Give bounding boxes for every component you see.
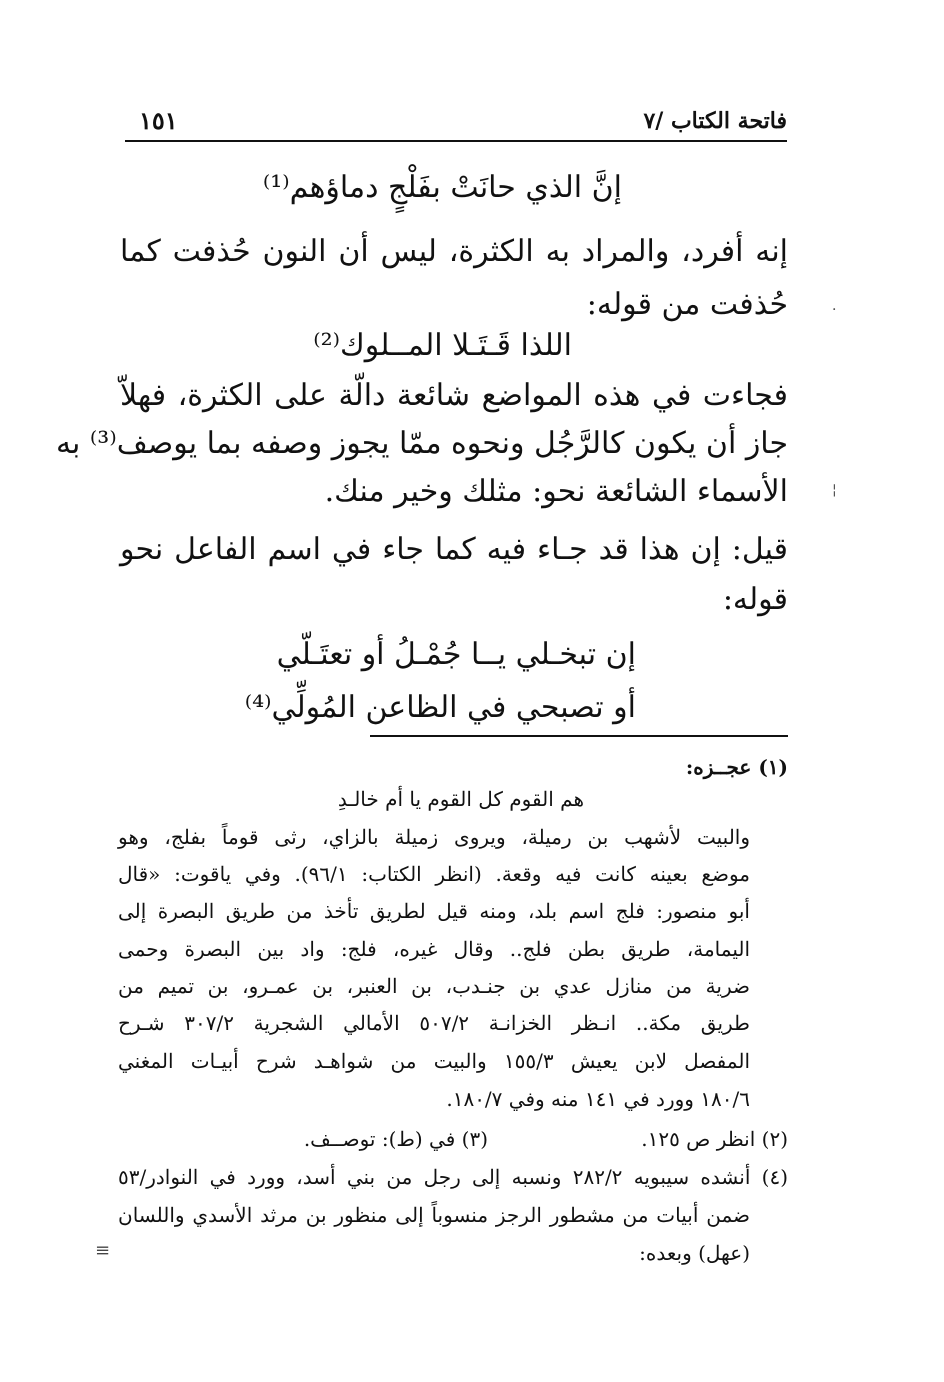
body-line: قيل: إن هذا قد جـاء فيه كما جاء في اسم الفاعل نحو	[120, 532, 788, 567]
verse-line-1: إنَّ الذي حانَتْ بفَلْجٍ دماؤهم⁽¹⁾	[262, 170, 622, 205]
body-line: جاز أن يكون كالرَّجُل ونحوه ممّا يجوز وصفه بما يوصف⁽³⁾ به	[55, 426, 788, 461]
body-line: قوله:	[722, 582, 788, 617]
scan-speck: ¦	[832, 482, 837, 498]
body-line: حُذفت من قوله:	[586, 287, 788, 322]
page-header	[125, 100, 787, 142]
footnote-line: أبو منصور: فلج اسم بلد، ومنه قيل لطريق تأخذ من طريق البصرة إلى	[118, 899, 750, 923]
verse-line-3: إن تبخـلي يــا جُمْـلُ أو تعتَـلّي	[276, 637, 636, 672]
page-number: ١٥١	[139, 106, 178, 135]
footnote-line: المفصل لابن يعيش ١٥٥/٣ والبيت من شواهـد شرح أبيـات المغني	[118, 1049, 751, 1073]
footnote-line: (عهل) وبعده:	[639, 1241, 750, 1265]
footnote-line: ضمن أبيات من مشطور الرجز منسوباً إلى منظور بن مرثد الأسدي واللسان	[118, 1203, 750, 1227]
verse-line-4: أو تصبحي في الظاعن المُولِّي⁽⁴⁾	[244, 690, 636, 725]
footnote-line: والبيت لأشهب بن رميلة، ويروى زميلة بالزاي، رثى قوماً بفلج، وهو	[118, 825, 751, 849]
scan-speck: ·	[832, 302, 837, 318]
footnote-verse: هم القوم كل القوم يا أم خالـدِ	[337, 787, 584, 811]
body-line: إنه أفرد، والمراد به الكثرة، ليس أن النون حُذفت كما	[120, 234, 788, 269]
footnote-line: اليمامة، طريق بطن فلج.. وقال غيره، فلج: واد بين البصرة وحمى	[118, 937, 751, 961]
footnote-separator	[370, 735, 788, 737]
footnote-line: ١٨٠/٦ وورد في ١٤١ منه وفي ١٨٠/٧.	[446, 1087, 750, 1111]
body-line: فجاءت في هذه المواضع شائعة دالّة على الكثرة، فهلاّ	[120, 378, 788, 413]
footnote-line: ضرية من منازل عدي بن جنـدب، بن العنبر، بن عمـرو، بن تميم من	[118, 974, 750, 998]
footnote-1-label: (١) عجــزه:	[685, 755, 788, 779]
running-title: فاتحة الكتاب /٧	[643, 108, 787, 134]
footnote-4: (٤) أنشده سيبويه ٢٨٢/٢ ونسبه إلى رجل من بني أسد، وورد في النوادر/٥٣	[118, 1165, 789, 1189]
footnote-2: (٢) انظر ص ١٢٥.	[641, 1127, 788, 1151]
footnote-line: طريق مكة.. انـظر الخزانـة ٥٠٧/٢ الأمالي الشجرية ٣٠٧/٢ شـرح	[118, 1011, 750, 1035]
body-line: الأسماء الشائعة نحو: مثلك وخير منك.	[324, 474, 788, 509]
verse-line-2: اللذا قَـتَـلا المــلوك⁽²⁾	[313, 328, 572, 363]
footnote-3: (٣) في (ط): توصــف.	[303, 1127, 488, 1151]
footnote-line: موضع بعينه كانت فيه وقعة. (انظر الكتاب: ٩٦/١). وفي ياقوت: «قال	[118, 862, 750, 886]
scan-speck: ≡	[95, 1240, 111, 1261]
